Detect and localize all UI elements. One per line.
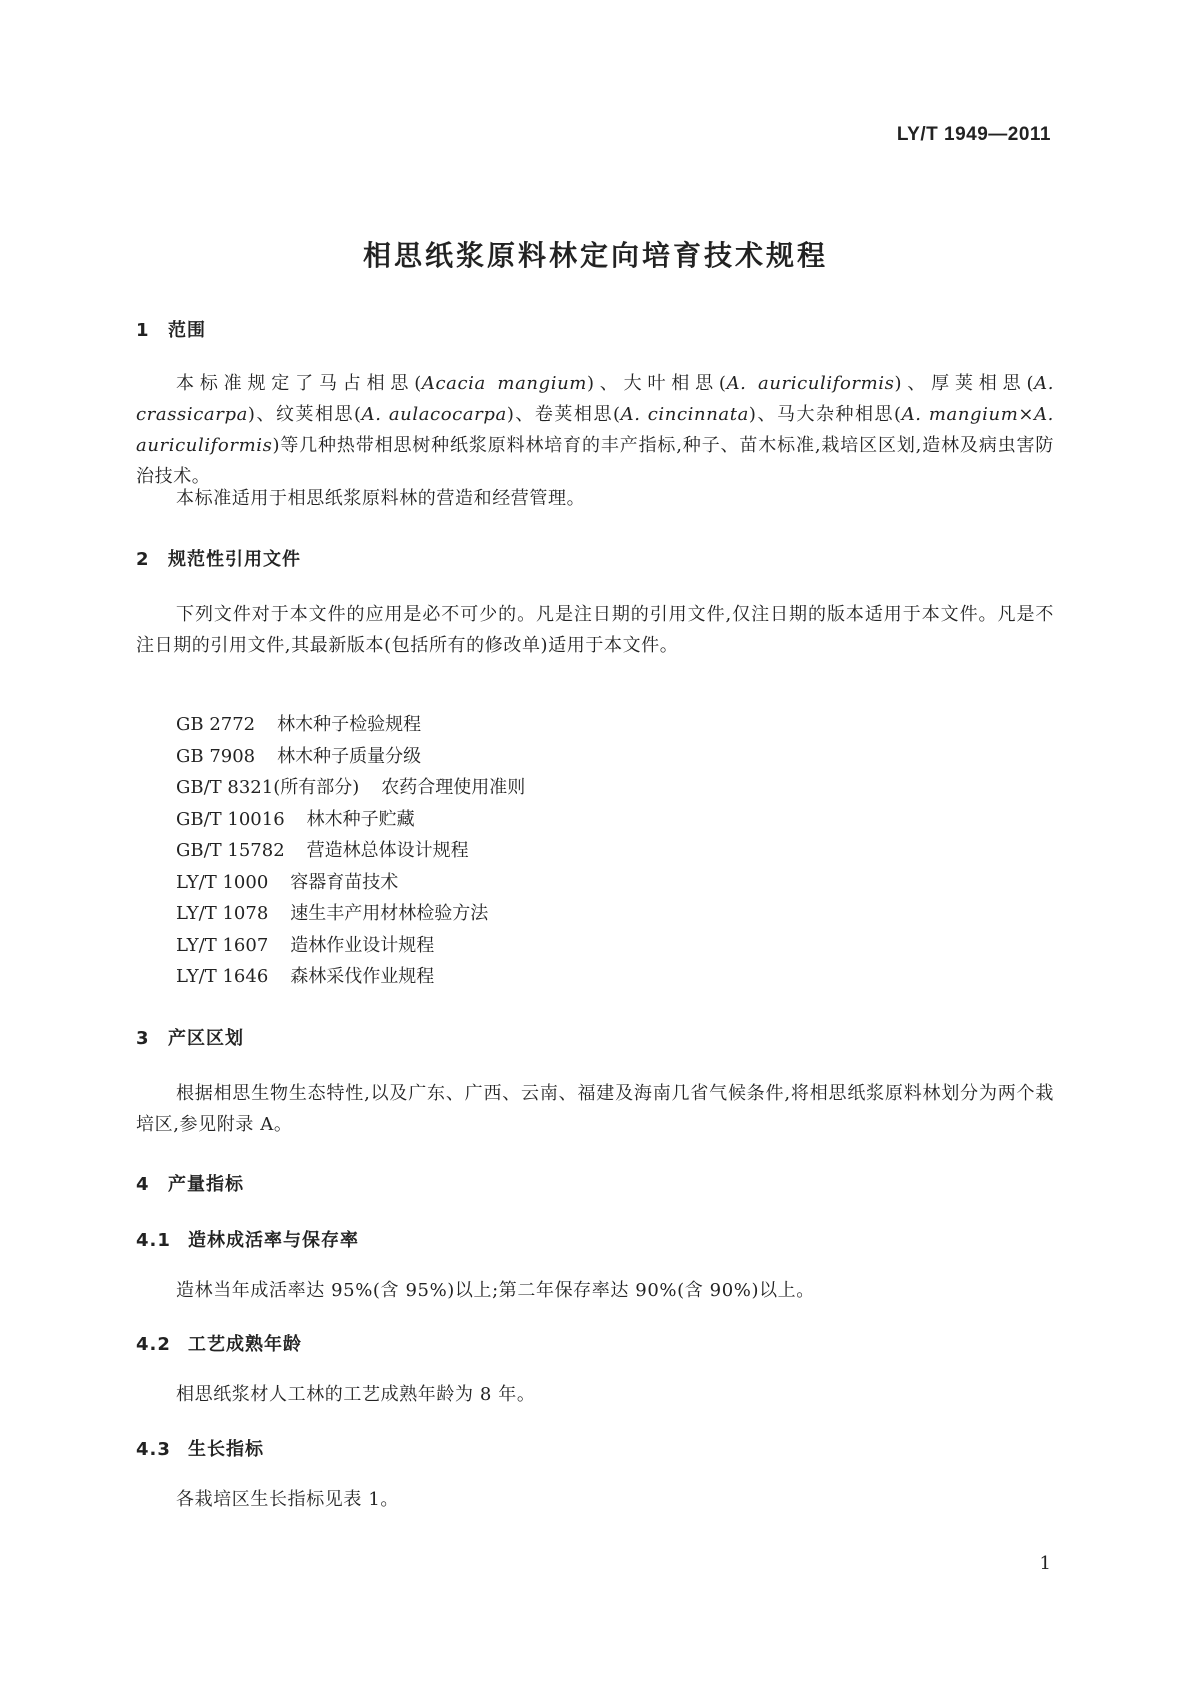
latin-name: A. aulacocarpa bbox=[361, 404, 507, 425]
text-run: )、卷荚相思( bbox=[506, 404, 621, 425]
text-run: )、纹荚相思( bbox=[247, 404, 362, 425]
reference-name: 营造林总体设计规程 bbox=[306, 840, 469, 861]
latin-name: Acacia mangium bbox=[421, 373, 587, 394]
reference-item bbox=[176, 741, 525, 773]
text-run: )等几种热带相思树种纸浆原料林培育的丰产指标,种子、苗木标准,栽培区区划,造林及病虫害防治技术。 bbox=[136, 435, 1054, 487]
reference-code: LY/T 1078 bbox=[176, 903, 269, 924]
section-4-heading bbox=[136, 1170, 244, 1196]
section-3-heading bbox=[136, 1024, 244, 1050]
normative-reference-list bbox=[176, 709, 525, 993]
section-title: 规范性引用文件 bbox=[168, 549, 301, 570]
section-3-paragraph-1: 根据相思生物生态特性,以及广东、广西、云南、福建及海南几省气候条件,将相思纸浆原料林划分为两个栽培区,参见附录 A。 bbox=[136, 1083, 1054, 1135]
section-title: 范围 bbox=[168, 320, 206, 341]
reference-name: 容器育苗技术 bbox=[290, 871, 399, 893]
reference-code: LY/T 1000 bbox=[176, 871, 269, 893]
reference-code: GB/T 10016 bbox=[176, 808, 285, 830]
section-4-3-paragraph: 各栽培区生长指标见表 1。 bbox=[176, 1489, 399, 1510]
reference-item bbox=[176, 930, 525, 962]
section-title: 工艺成熟年龄 bbox=[188, 1334, 302, 1355]
latin-name: A. cincinnata bbox=[620, 404, 749, 425]
standard-code: LY/T 1949—2011 bbox=[896, 124, 1051, 145]
section-1-paragraph-1 bbox=[136, 368, 1054, 492]
reference-item bbox=[176, 804, 525, 836]
section-4-2-paragraph: 相思纸浆材人工林的工艺成熟年龄为 8 年。 bbox=[176, 1384, 536, 1405]
section-title: 产区区划 bbox=[168, 1028, 244, 1049]
reference-code: LY/T 1607 bbox=[176, 934, 269, 956]
reference-code: GB/T 8321(所有部分) bbox=[176, 777, 360, 798]
text-run: × bbox=[1018, 404, 1035, 425]
section-4-1-heading bbox=[136, 1226, 359, 1252]
reference-code: GB 7908 bbox=[176, 745, 256, 767]
reference-code: LY/T 1646 bbox=[176, 966, 269, 987]
reference-item bbox=[176, 709, 525, 741]
section-number: 4.2 bbox=[136, 1334, 171, 1355]
section-2-paragraph-1: 下列文件对于本文件的应用是必不可少的。凡是注日期的引用文件,仅注日期的版本适用于本文件。凡是不注日期的引用文件,其最新版本(包括所有的修改单)适用于本文件。 bbox=[136, 604, 1054, 656]
reference-item bbox=[176, 867, 525, 899]
latin-name: A. crassicarpa bbox=[136, 373, 1055, 425]
reference-name: 林木种子贮藏 bbox=[306, 808, 415, 830]
reference-name: 速生丰产用材林检验方法 bbox=[290, 903, 489, 924]
section-title: 生长指标 bbox=[188, 1439, 264, 1460]
reference-item bbox=[176, 772, 525, 804]
latin-name: A. mangium bbox=[901, 404, 1019, 425]
section-number: 4.3 bbox=[136, 1439, 171, 1460]
latin-name: A. auriculiformis bbox=[136, 404, 1054, 456]
text-run: )、厚荚相思( bbox=[894, 373, 1035, 394]
section-number: 1 bbox=[136, 320, 150, 341]
section-1-heading bbox=[136, 316, 206, 342]
page-number: 1 bbox=[1039, 1553, 1051, 1574]
section-number: 2 bbox=[136, 549, 150, 570]
latin-name: A. auriculiformis bbox=[726, 373, 895, 394]
section-4-1-paragraph: 造林当年成活率达 95%(含 95%)以上;第二年保存率达 90%(含 90%)以上。 bbox=[176, 1280, 815, 1301]
text-run: )、马大杂种相思( bbox=[748, 404, 902, 425]
section-1-paragraph-2: 本标准适用于相思纸浆原料林的营造和经营管理。 bbox=[176, 488, 586, 509]
section-title: 产量指标 bbox=[168, 1174, 244, 1195]
text-run: 本标准规定了马占相思( bbox=[176, 373, 422, 394]
reference-name: 林木种子检验规程 bbox=[277, 714, 422, 735]
document-title: 相思纸浆原料林定向培育技术规程 bbox=[362, 239, 828, 272]
section-number: 4.1 bbox=[136, 1230, 171, 1251]
section-4-3-heading bbox=[136, 1435, 264, 1461]
reference-name: 森林采伐作业规程 bbox=[290, 966, 435, 987]
reference-item bbox=[176, 898, 525, 930]
reference-item bbox=[176, 961, 525, 993]
reference-item bbox=[176, 835, 525, 867]
reference-name: 农药合理使用准则 bbox=[381, 777, 526, 798]
reference-name: 造林作业设计规程 bbox=[290, 934, 435, 956]
section-number: 4 bbox=[136, 1174, 150, 1195]
reference-name: 林木种子质量分级 bbox=[277, 745, 422, 767]
section-title: 造林成活率与保存率 bbox=[188, 1230, 359, 1251]
section-4-2-heading bbox=[136, 1330, 302, 1356]
reference-code: GB/T 15782 bbox=[176, 840, 285, 861]
text-run: )、大叶相思( bbox=[586, 373, 727, 394]
section-number: 3 bbox=[136, 1028, 150, 1049]
section-2-heading bbox=[136, 545, 301, 571]
reference-code: GB 2772 bbox=[176, 714, 256, 735]
